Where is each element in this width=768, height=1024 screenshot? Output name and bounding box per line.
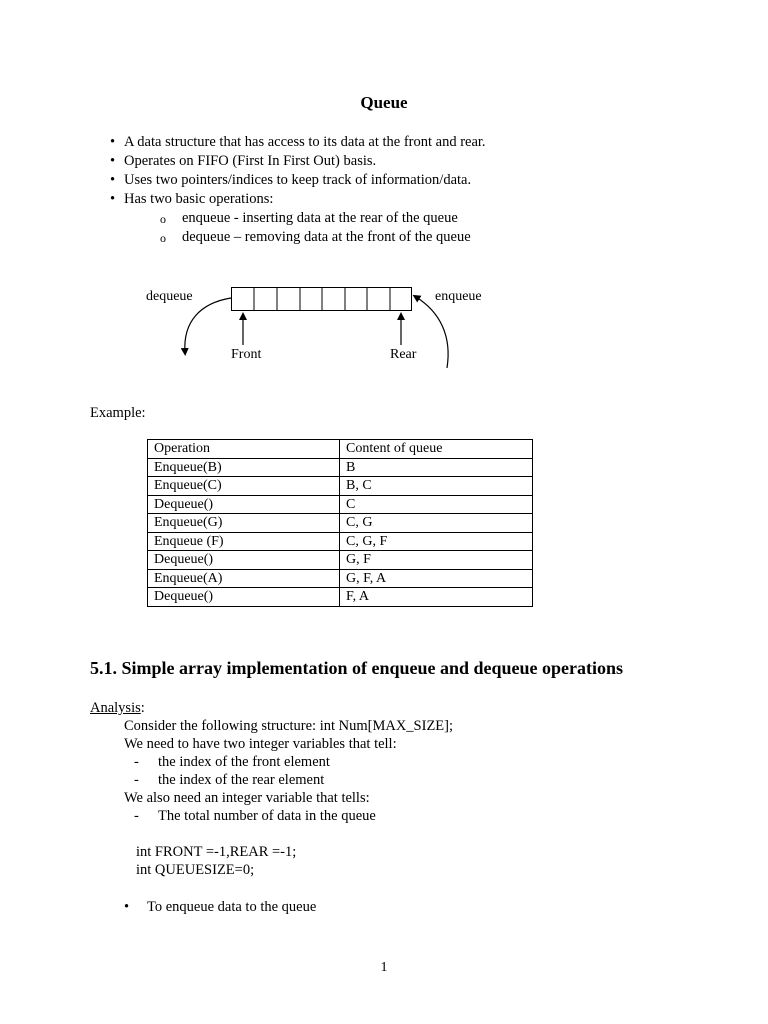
example-label: Example: (90, 405, 146, 421)
example-table (147, 439, 533, 607)
sub-bullet-item: o dequeue – removing data at the front of the queue (160, 228, 486, 247)
table-cell: C (340, 495, 533, 514)
table-header-row (148, 440, 533, 459)
table-header-cell: Content of queue (340, 440, 533, 459)
diagram-front-label: Front (231, 347, 262, 362)
queue-diagram (0, 0, 768, 420)
analysis-line: Consider the following structure: int Num[MAX_SIZE]; (124, 718, 454, 734)
analysis-colon: : (140, 700, 145, 716)
table-header-cell: Operation (148, 440, 340, 459)
table-cell: B (340, 458, 533, 477)
table-row (148, 514, 533, 533)
dash-marker: - (134, 754, 139, 770)
table-cell: Enqueue(C) (148, 477, 340, 496)
diagram-enqueue-label: enqueue (435, 289, 482, 304)
table-row (148, 569, 533, 588)
analysis-label: Analysis (90, 700, 141, 716)
diagram-rear-label: Rear (390, 347, 417, 362)
analysis-dash-item (134, 807, 376, 825)
diagram-dequeue-label: dequeue (146, 289, 193, 304)
table-cell: Dequeue() (148, 495, 340, 514)
table-row (148, 458, 533, 477)
table-cell: G, F (340, 551, 533, 570)
analysis-dash-item (134, 753, 330, 771)
dequeue-curved-arrow (185, 298, 231, 352)
table-cell: C, G (340, 514, 533, 533)
page-title: Queue (360, 93, 408, 112)
table-cell: C, G, F (340, 532, 533, 551)
table-cell: Enqueue(G) (148, 514, 340, 533)
section-heading: 5.1. Simple array implementation of enqueue and dequeue operations (90, 658, 624, 678)
table-cell: Enqueue (F) (148, 532, 340, 551)
sub-bullet-item: o enqueue - inserting data at the rear of the queue (160, 209, 486, 228)
code-line: int FRONT =-1,REAR =-1; (136, 844, 297, 860)
table-row (148, 588, 533, 607)
table-cell: Enqueue(A) (148, 569, 340, 588)
analysis-line: We also need an integer variable that tells: (124, 790, 370, 806)
table-cell: F, A (340, 588, 533, 607)
table-row (148, 551, 533, 570)
table-row (148, 477, 533, 496)
queue-array-box (232, 288, 412, 311)
dash-marker: - (134, 808, 139, 824)
analysis-dash-item (134, 771, 324, 789)
bullet-item: • A data structure that has access to its data at the front and rear. (110, 133, 486, 152)
analysis-dash-text: The total number of data in the queue (158, 808, 376, 824)
analysis-line: We need to have two integer variables that tell: (124, 736, 397, 752)
analysis-dash-text: the index of the rear element (158, 772, 325, 788)
final-bullet-item (124, 898, 316, 916)
table-cell: B, C (340, 477, 533, 496)
table-cell: Enqueue(B) (148, 458, 340, 477)
bullet-dot: • (124, 899, 130, 915)
analysis-dash-text: the index of the front element (158, 754, 330, 770)
analysis-heading (90, 699, 145, 717)
enqueue-curved-arrow (416, 297, 448, 368)
table-row (148, 532, 533, 551)
page-number: 1 (380, 960, 388, 975)
bullet-item: • Operates on FIFO (First In First Out) basis. (110, 152, 486, 171)
table-row (148, 495, 533, 514)
bullet-item-text: Has two basic operations: (124, 191, 274, 207)
bullet-item: • Uses two pointers/indices to keep track of information/data. (110, 171, 486, 190)
table-cell: Dequeue() (148, 588, 340, 607)
code-line: int QUEUESIZE=0; (136, 862, 255, 878)
dash-marker: - (134, 772, 139, 788)
table-cell: Dequeue() (148, 551, 340, 570)
table-cell: G, F, A (340, 569, 533, 588)
final-bullet-text: To enqueue data to the queue (147, 899, 317, 915)
